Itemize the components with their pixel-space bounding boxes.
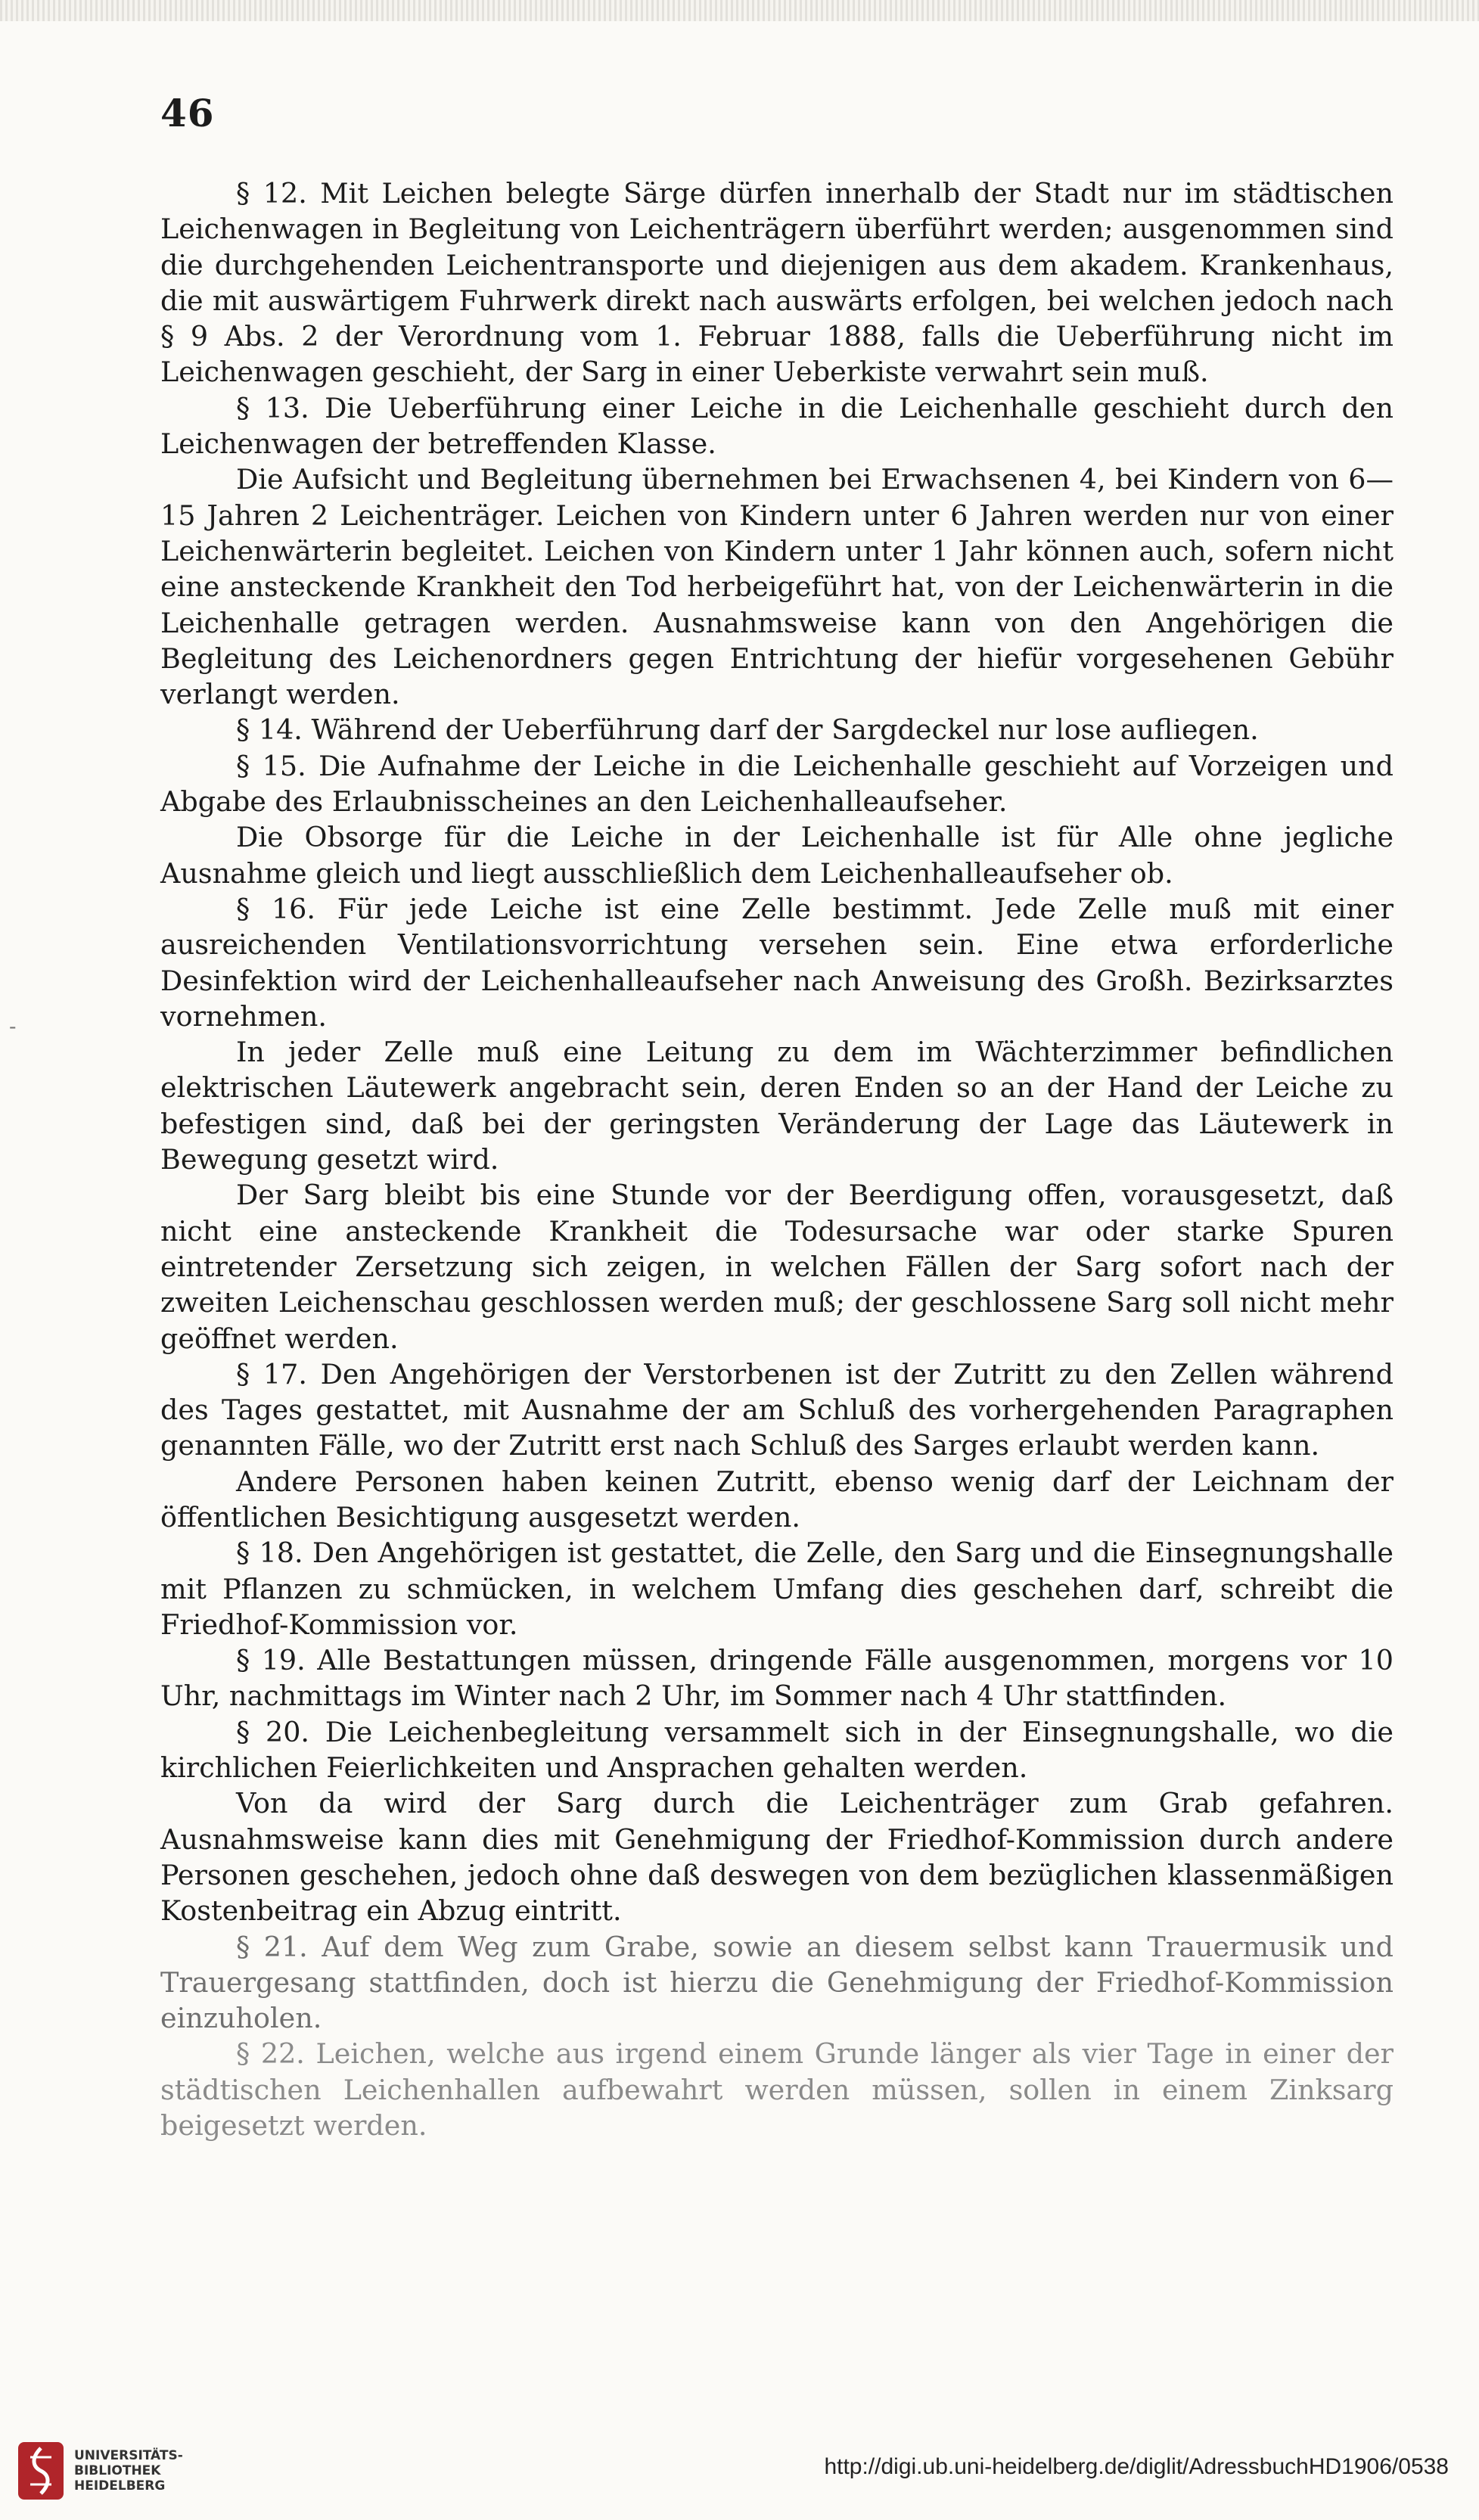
page-number: 46	[160, 91, 215, 135]
paragraph-section-22: § 22. Leichen, welche aus irgend einem Grunde länger als vier Tage in einer der städtischen Leichenhallen aufbewahrt werden müssen, sollen in einem Zinksarg beigesetzt werden.	[160, 2037, 1394, 2142]
paragraph-to-grave: Von da wird der Sarg durch die Leichenträger zum Grab gefahren. Ausnahmsweise kann dies mit Genehmigung der Friedhof-Kommission durch andere Personen geschehen, jedoch ohne daß deswegen von dem bezüglichen klassenmäßigen Kostenbeitrag ein Abzug eintritt.	[160, 1787, 1394, 1928]
paragraph-section-12: § 12. Mit Leichen belegte Särge dürfen innerhalb der Stadt nur im städtischen Leichenwagen in Begleitung von Leichenträgern überführt werden; ausgenommen sind die durchgehenden Leichentransporte und diejenigen aus dem akadem. Krankenhaus, die mit auswärtigem Fuhrwerk direkt nach auswärts erfolgen, bei welchen jedoch nach § 9 Abs. 2 der Verordnung vom 1. Februar 1888, falls die Ueberführung nicht im Leichenwagen geschieht, der Sarg in einer Ueberkiste verwahrt sein muß.	[160, 177, 1394, 389]
paragraph-custody: Die Obsorge für die Leiche in der Leichenhalle ist für Alle ohne jegliche Ausnahme gleich und liegt ausschließlich dem Leichenhalleaufseher ob.	[160, 821, 1394, 890]
paragraph-no-access: Andere Personen haben keinen Zutritt, ebenso wenig darf der Leichnam der öffentlichen Besichtigung ausgesetzt werden.	[160, 1465, 1394, 1533]
document-body	[160, 176, 1394, 2143]
paragraph-section-18: § 18. Den Angehörigen ist gestattet, die Zelle, den Sarg und die Einsegnungshalle mit Pflanzen zu schmücken, in welchem Umfang dies geschehen darf, schreibt die Friedhof-Kommission vor.	[160, 1537, 1394, 1641]
paragraph-section-17: § 17. Den Angehörigen der Verstorbenen ist der Zutritt zu den Zellen während des Tages gestattet, mit Ausnahme der am Schluß des vorhergehenden Paragraphen genannten Fälle, wo der Zutritt erst nach Schluß des Sarges erlaubt werden kann.	[160, 1357, 1394, 1462]
paragraph-section-14: § 14. Während der Ueberführung darf der Sargdeckel nur lose aufliegen.	[236, 713, 1259, 747]
paragraph-section-20: § 20. Die Leichenbegleitung versammelt sich in der Einsegnungshalle, wo die kirchlichen Feierlichkeiten und Ansprachen gehalten werden.	[160, 1715, 1394, 1785]
paragraph-section-21: § 21. Auf dem Weg zum Grabe, sowie an diesem selbst kann Trauermusik und Trauergesang stattfinden, doch ist hierzu die Genehmigung der Friedhof-Kommission einzuholen.	[160, 1930, 1394, 2035]
paragraph-section-19: § 19. Alle Bestattungen müssen, dringende Fälle ausgenommen, morgens vor 10 Uhr, nachmittags im Winter nach 2 Uhr, im Sommer nach 4 Uhr stattfinden.	[160, 1644, 1394, 1713]
library-name-line-1: UNIVERSITÄTS-	[74, 2447, 183, 2463]
paragraph-section-16: § 16. Für jede Leiche ist eine Zelle bestimmt. Jede Zelle muß mit einer ausreichenden Ventilationsvorrichtung versehen sein. Eine etwa erforderliche Desinfektion wird der Leichenhalleaufseher nach Anweisung des Großh. Bezirksarztes vornehmen.	[160, 892, 1394, 1033]
margin-mark: -	[9, 1014, 17, 1039]
library-name-line-2: BIBLIOTHEK	[74, 2463, 161, 2478]
paragraph-section-15: § 15. Die Aufnahme der Leiche in die Leichenhalle geschieht auf Vorzeigen und Abgabe des Erlaubnisscheines an den Leichenhalleaufseher.	[160, 749, 1394, 819]
library-name-line-3: HEIDELBERG	[74, 2478, 166, 2494]
source-url-link[interactable]: http://digi.ub.uni-heidelberg.de/diglit/AdressbuchHD1906/0538	[824, 2454, 1449, 2479]
paragraph-supervision: Die Aufsicht und Begleitung übernehmen bei Erwachsenen 4, bei Kindern von 6—15 Jahren 2 Leichenträger. Leichen von Kindern unter 6 Jahren werden nur von einer Leichenwärterin begleitet. Leichen von Kindern unter 1 Jahr können auch, sofern nicht eine ansteckende Krankheit den Tod herbeigeführt hat, von der Leichenwärterin in die Leichenhalle getragen werden. Ausnahmsweise kann von den Angehörigen die Begleitung des Leichenordners gegen Entrichtung der hiefür vorgesehenen Gebühr verlangt werden.	[160, 463, 1394, 711]
paragraph-coffin-open: Der Sarg bleibt bis eine Stunde vor der Beerdigung offen, vorausgesetzt, daß nicht eine ansteckende Krankheit die Todesursache war oder starke Spuren eintretender Zersetzung sich zeigen, in welchen Fällen der Sarg sofort nach der zweiten Leichenschau geschlossen werden muß; der geschlossene Sarg soll nicht mehr geöffnet werden.	[160, 1179, 1394, 1355]
library-logo	[17, 2435, 206, 2506]
paragraph-section-13: § 13. Die Ueberführung einer Leiche in die Leichenhalle geschieht durch den Leichenwagen der betreffenden Klasse.	[160, 391, 1394, 461]
library-name	[74, 2448, 183, 2494]
university-library-seal-icon	[17, 2441, 65, 2501]
scan-edge-noise	[0, 0, 1479, 21]
paragraph-bell-wire: In jeder Zelle muß eine Leitung zu dem im Wächterzimmer befindlichen elektrischen Läutewerk angebracht sein, deren Enden so an der Hand der Leiche zu befestigen sind, daß bei der geringsten Veränderung der Lage das Läutewerk in Bewegung gesetzt wird.	[160, 1036, 1394, 1176]
